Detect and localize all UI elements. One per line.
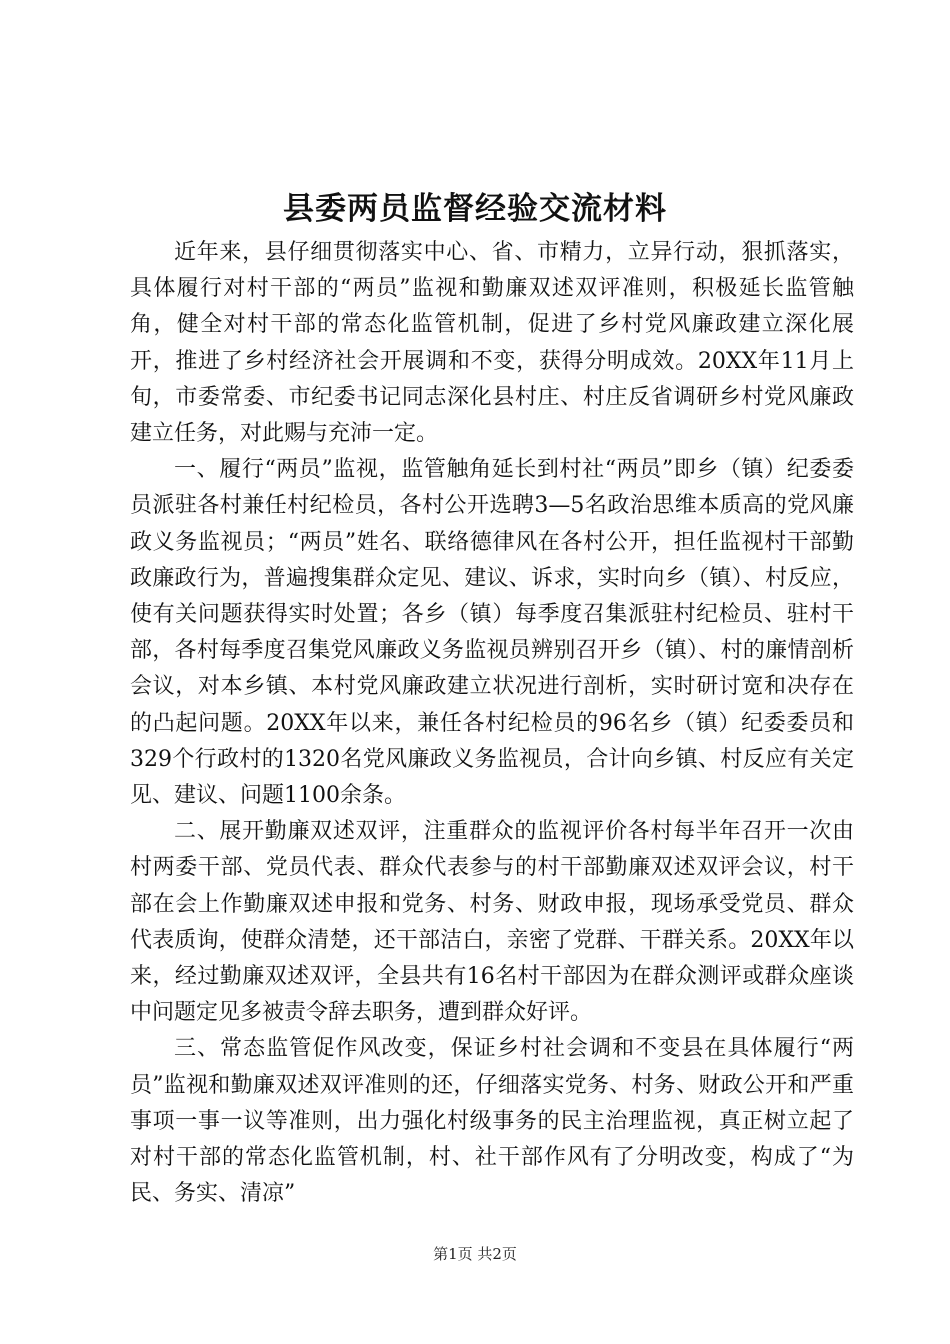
page-number-footer: 第1页 共2页 — [433, 1245, 517, 1263]
paragraph-section-1: 一、履行“两员”监视，监管触角延长到村社“两员”即乡（镇）纪委委员派驻各村兼任村纪检员，各村公开选聘3—5名政治思维本质高的党风廉政义务监视员；“两员”姓名、联络德律风在各村公开，担任监视村干部勤政廉政行为，普遍搜集群众定见、建议、诉求，实时向乡（镇）、村反应，使有关问题获得实时处置；各乡（镇）每季度召集派驻村纪检员、驻村干部，各村每季度召集党风廉政义务监视员辨别召开乡（镇）、村的廉情剖析会议，对本乡镇、本村党风廉政建立状况进行剖析，实时研讨宽和决存在的凸起问题。20XX年以来，兼任各村纪检员的96名乡（镇）纪委委员和329个行政村的1320名党风廉政义务监视员，合计向乡镇、村反应有关定见、建议、问题1100余条。 — [130, 457, 854, 809]
paragraph-intro: 近年来，县仔细贯彻落实中心、省、市精力，立异行动，狠抓落实，具体履行对村干部的“两员”监视和勤廉双述双评准则，积极延长监管触角，健全对村干部的常态化监管机制，促进了乡村党风廉政建立深化展开，推进了乡村经济社会开展调和不变，获得分明成效。20XX年11月上旬，市委常委、市纪委书记同志深化县村庄、村庄反省调研乡村党风廉政建立任务，对此赐与充沛一定。 — [130, 240, 854, 447]
paragraph-section-2: 二、展开勤廉双述双评，注重群众的监视评价各村每半年召开一次由村两委干部、党员代表、群众代表参与的村干部勤廉双述双评会议，村干部在会上作勤廉双述申报和党务、村务、财政申报，现场承受党员、群众代表质询，使群众清楚，还干部洁白，亲密了党群、干群关系。20XX年以来，经过勤廉双述双评，全县共有16名村干部因为在群众测评或群众座谈中问题定见多被责令辞去职务，遭到群众好评。 — [130, 819, 854, 1026]
document-title: 县委两员监督经验交流材料 — [283, 191, 667, 227]
document-body — [130, 235, 854, 1212]
paragraph-section-3: 三、常态监管促作风改变，保证乡村社会调和不变县在具体履行“两员”监视和勤廉双述双评准则的还，仔细落实党务、村务、财政公开和严重事项一事一议等准则，出力强化村级事务的民主治理监视，真正树立起了对村干部的常态化监管机制，村、社干部作风有了分明改变，构成了“为民、务实、清凉” — [130, 1036, 854, 1207]
